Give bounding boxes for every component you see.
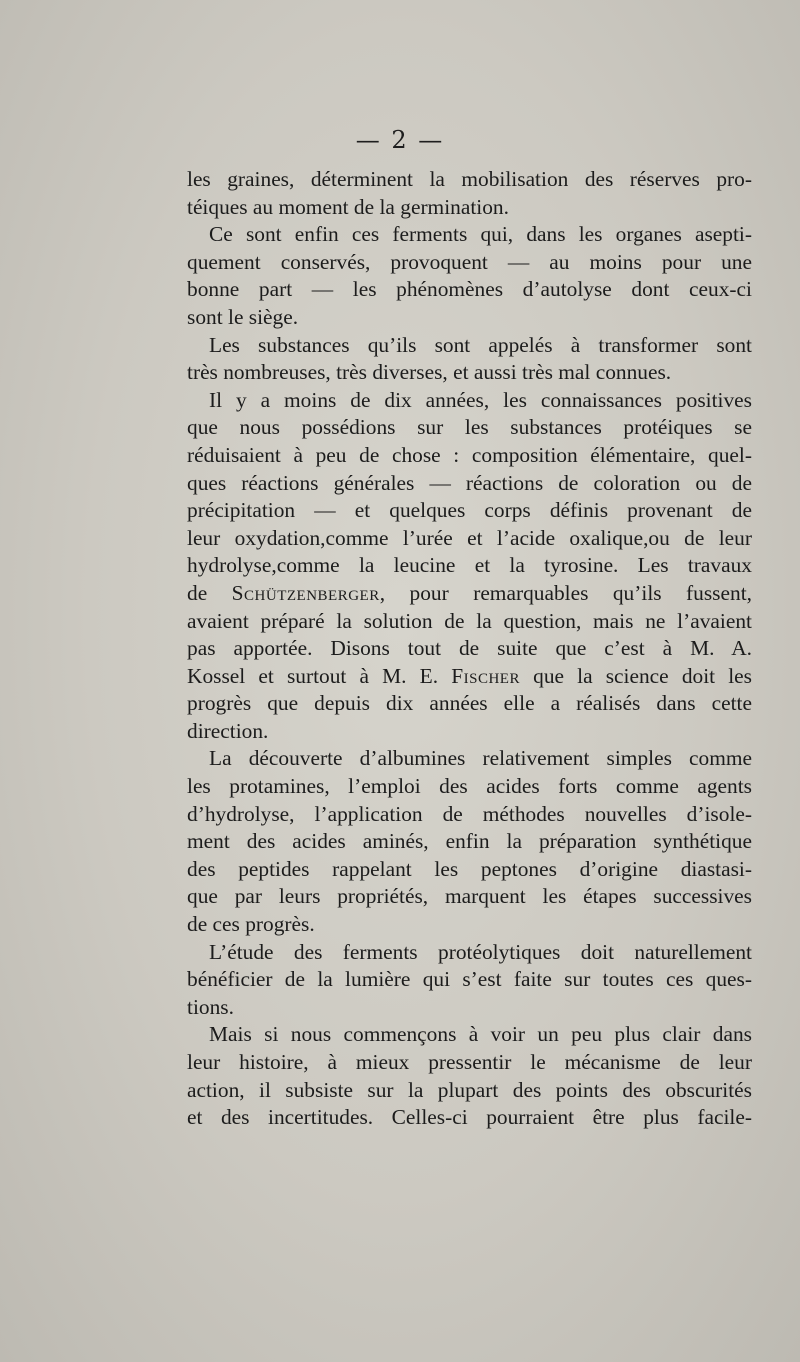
text-line: pas apportée. Disons tout de suite que c’est à M. A.: [187, 636, 752, 661]
text-line: bénéficier de la lumière qui s’est faite sur toutes ces ques-: [187, 967, 752, 992]
text-line: sont le siège.: [187, 304, 299, 329]
text-line: Kossel et surtout à M. E. Fischer que la science doit les: [187, 663, 752, 688]
body-text: [187, 166, 752, 1132]
text-line: les protamines, l’emploi des acides forts comme agents: [187, 774, 752, 799]
text-line: ques réactions générales — réactions de coloration ou de: [187, 470, 752, 495]
text-line: des peptides rappelant les peptones d’origine diastasi-: [187, 856, 752, 881]
text-line: ment des acides aminés, enfin la préparation synthétique: [187, 829, 752, 854]
text-line: leur histoire, à mieux pressentir le mécanisme de leur: [187, 1050, 752, 1074]
text-line: de Schützenberger, pour remarquables qu’ils fussent,: [187, 580, 752, 605]
text-line: d’hydrolyse, l’application de méthodes nouvelles d’isole-: [187, 801, 752, 826]
text-line: quement conservés, provoquent — au moins pour une: [187, 249, 752, 274]
text-line: les graines, déterminent la mobilisation des réserves pro-: [187, 167, 752, 191]
text-line: Mais si nous commençons à voir un peu plus clair dans: [209, 1022, 752, 1047]
text-line: direction.: [187, 718, 269, 743]
author-name: Schützenberger: [231, 580, 380, 605]
text-line: tions.: [187, 994, 234, 1019]
page-number: — 2 —: [355, 126, 445, 154]
text-line: Il y a moins de dix années, les connaissances positives: [209, 387, 752, 412]
text-line: L’étude des ferments protéolytiques doit naturellement: [209, 939, 752, 964]
text-line: leur oxydation,comme l’urée et l’acide oxalique,ou de leur: [187, 525, 752, 550]
text-line: avaient préparé la solution de la question, mais ne l’avaient: [187, 608, 752, 633]
text-line: que nous possédions sur les substances protéiques se: [187, 415, 752, 440]
text-line: Ce sont enfin ces ferments qui, dans les organes asepti-: [209, 222, 752, 247]
text-line: Les substances qu’ils sont appelés à transformer sont: [209, 332, 752, 357]
text-line: précipitation — et quelques corps définis provenant de: [187, 498, 752, 523]
text-line: téiques au moment de la germination.: [187, 194, 509, 219]
text-line: action, il subsiste sur la plupart des points des obscurités: [187, 1077, 752, 1102]
text-line: très nombreuses, très diverses, et aussi très mal connues.: [187, 360, 672, 385]
text-line: La découverte d’albumines relativement simples comme: [209, 746, 752, 771]
text-line: que par leurs propriétés, marquent les étapes successives: [187, 884, 752, 909]
text-line: hydrolyse,comme la leucine et la tyrosine. Les travaux: [187, 553, 752, 578]
text-line: et des incertitudes. Celles-ci pourraient être plus facile-: [187, 1105, 752, 1130]
text-line: réduisaient à peu de chose : composition élémentaire, quel-: [187, 442, 752, 467]
text-line: de ces progrès.: [187, 912, 315, 937]
author-name: Fischer: [451, 663, 520, 688]
text-line: bonne part — les phénomènes d’autolyse dont ceux-ci: [187, 277, 752, 302]
text-line: progrès que depuis dix années elle a réalisés dans cette: [187, 691, 752, 716]
